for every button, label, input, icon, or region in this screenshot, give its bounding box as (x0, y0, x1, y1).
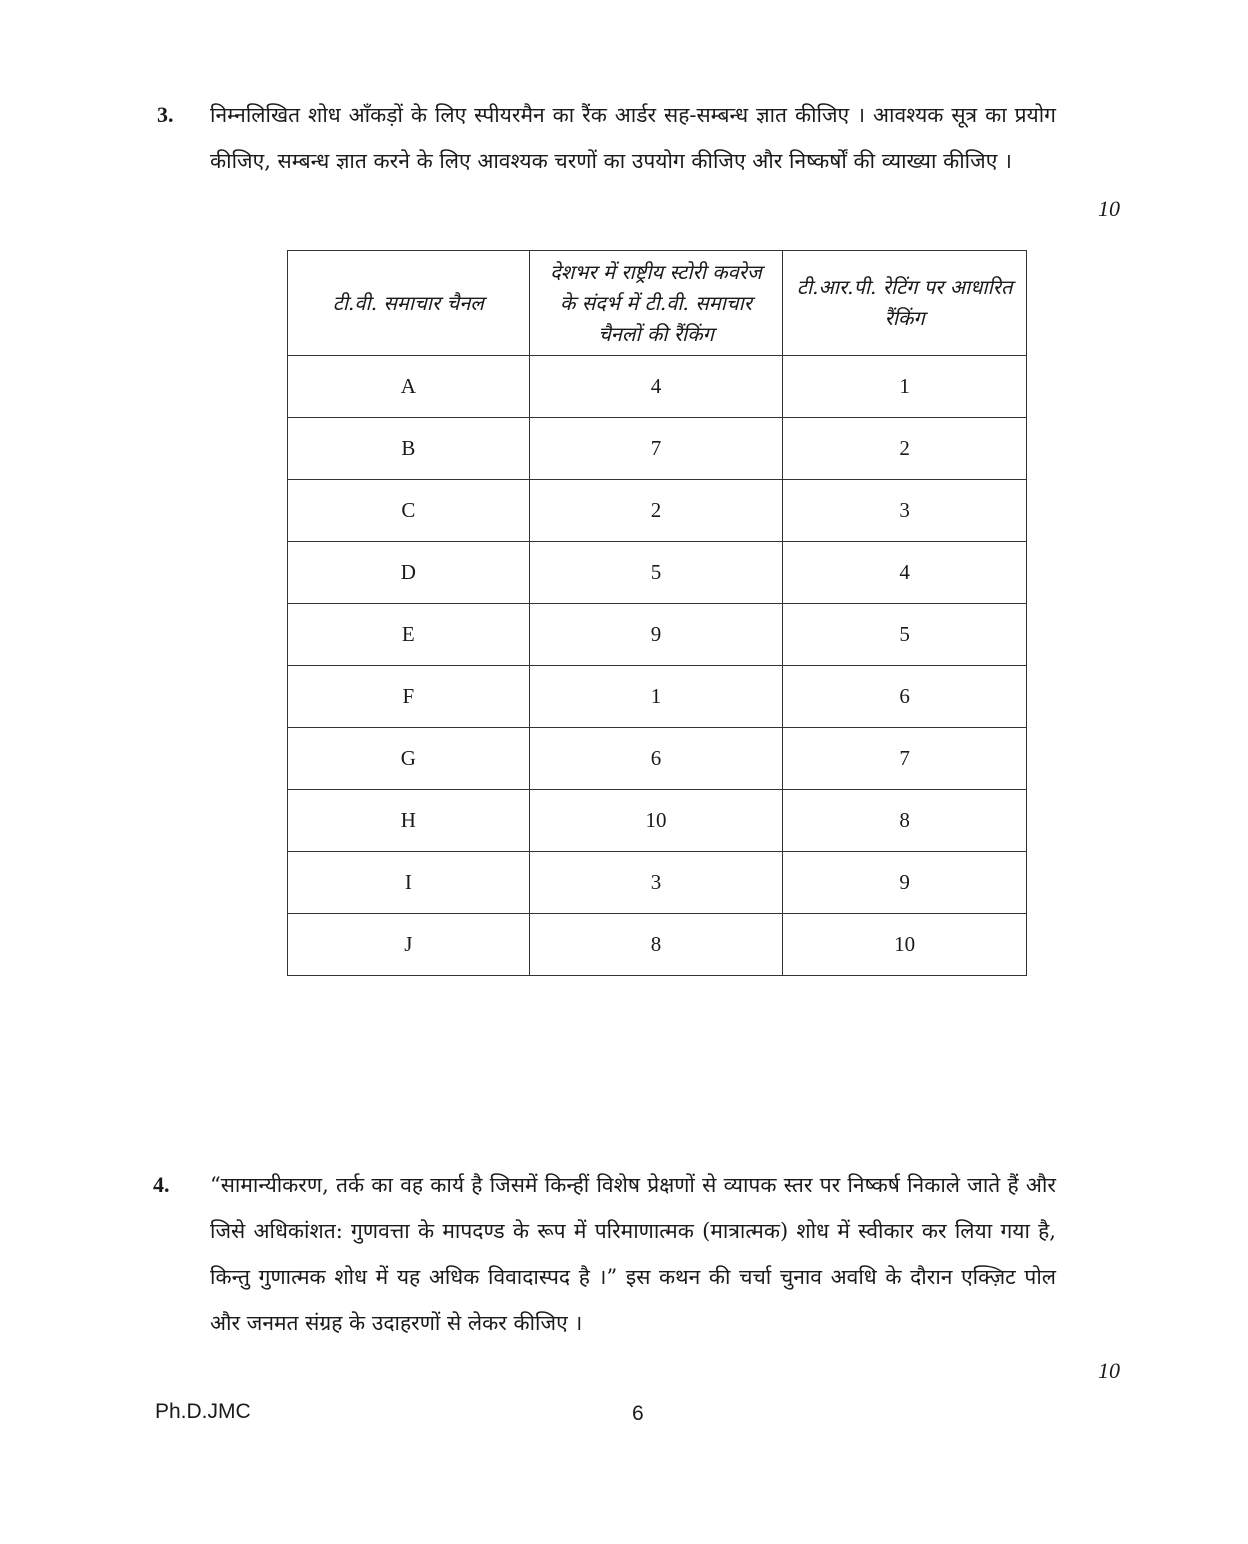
channel-cell: E (288, 604, 530, 666)
page-number: 6 (632, 1402, 644, 1425)
coverage-rank-cell: 10 (529, 790, 783, 852)
trp-rank-cell: 9 (783, 852, 1027, 914)
table-row (288, 914, 1027, 976)
coverage-rank-cell: 4 (529, 356, 783, 418)
trp-rank-cell: 5 (783, 604, 1027, 666)
question-3-marks: 10 (1098, 196, 1120, 221)
header-coverage-ranking: देशभर में राष्ट्रीय स्टोरी कवरेज के संदर्भ में टी.वी. समाचार चैनलों की रैंकिंग (529, 251, 783, 356)
table-row (288, 604, 1027, 666)
table-row (288, 728, 1027, 790)
question-4-marks: 10 (1098, 1358, 1120, 1383)
trp-rank-cell: 10 (783, 914, 1027, 976)
ranking-table (287, 250, 1027, 976)
table-row (288, 666, 1027, 728)
channel-cell: D (288, 542, 530, 604)
coverage-rank-cell: 9 (529, 604, 783, 666)
coverage-rank-cell: 6 (529, 728, 783, 790)
channel-cell: I (288, 852, 530, 914)
trp-rank-cell: 1 (783, 356, 1027, 418)
question-3-number: 3. (157, 102, 174, 127)
channel-cell: G (288, 728, 530, 790)
question-4-number: 4. (153, 1172, 170, 1197)
trp-rank-cell: 3 (783, 480, 1027, 542)
table-row (288, 418, 1027, 480)
channel-cell: F (288, 666, 530, 728)
channel-cell: B (288, 418, 530, 480)
table-row (288, 542, 1027, 604)
table-row (288, 480, 1027, 542)
trp-rank-cell: 7 (783, 728, 1027, 790)
header-trp-ranking: टी.आर.पी. रेटिंग पर आधारित रैंकिंग (783, 251, 1027, 356)
table-row (288, 852, 1027, 914)
paper-code: Ph.D.JMC (155, 1400, 251, 1423)
header-channel: टी.वी. समाचार चैनल (288, 251, 530, 356)
coverage-rank-cell: 3 (529, 852, 783, 914)
question-3-text: निम्नलिखित शोध आँकड़ों के लिए स्पीयरमैन का रैंक आर्डर सह-सम्बन्ध ज्ञात कीजिए । आवश्यक सूत्र का प्रयोग कीजिए, सम्बन्ध ज्ञात करने के लिए आवश्यक चरणों का उपयोग कीजिए और निष्कर्षों की व्याख्या कीजिए । (210, 103, 1056, 173)
coverage-rank-cell: 1 (529, 666, 783, 728)
question-4-text: “सामान्यीकरण, तर्क का वह कार्य है जिसमें किन्हीं विशेष प्रेक्षणों से व्यापक स्तर पर निष्कर्ष निकाले जाते हैं और जिसे अधिकांशत: गुणवत्ता के मापदण्ड के रूप में परिमाणात्मक (मात्रात्मक) शोध में स्वीकार कर लिया गया है, किन्तु गुणात्मक शोध में यह अधिक विवादास्पद है ।” इस कथन की चर्चा चुनाव अवधि के दौरान एक्ज़िट पोल और जनमत संग्रह के उदाहरणों से लेकर कीजिए । (210, 1173, 1056, 1335)
coverage-rank-cell: 7 (529, 418, 783, 480)
coverage-rank-cell: 5 (529, 542, 783, 604)
trp-rank-cell: 4 (783, 542, 1027, 604)
table-row (288, 790, 1027, 852)
trp-rank-cell: 8 (783, 790, 1027, 852)
trp-rank-cell: 2 (783, 418, 1027, 480)
coverage-rank-cell: 8 (529, 914, 783, 976)
channel-cell: A (288, 356, 530, 418)
channel-cell: J (288, 914, 530, 976)
table-header-row (288, 251, 1027, 356)
channel-cell: H (288, 790, 530, 852)
trp-rank-cell: 6 (783, 666, 1027, 728)
table-row (288, 356, 1027, 418)
channel-cell: C (288, 480, 530, 542)
coverage-rank-cell: 2 (529, 480, 783, 542)
